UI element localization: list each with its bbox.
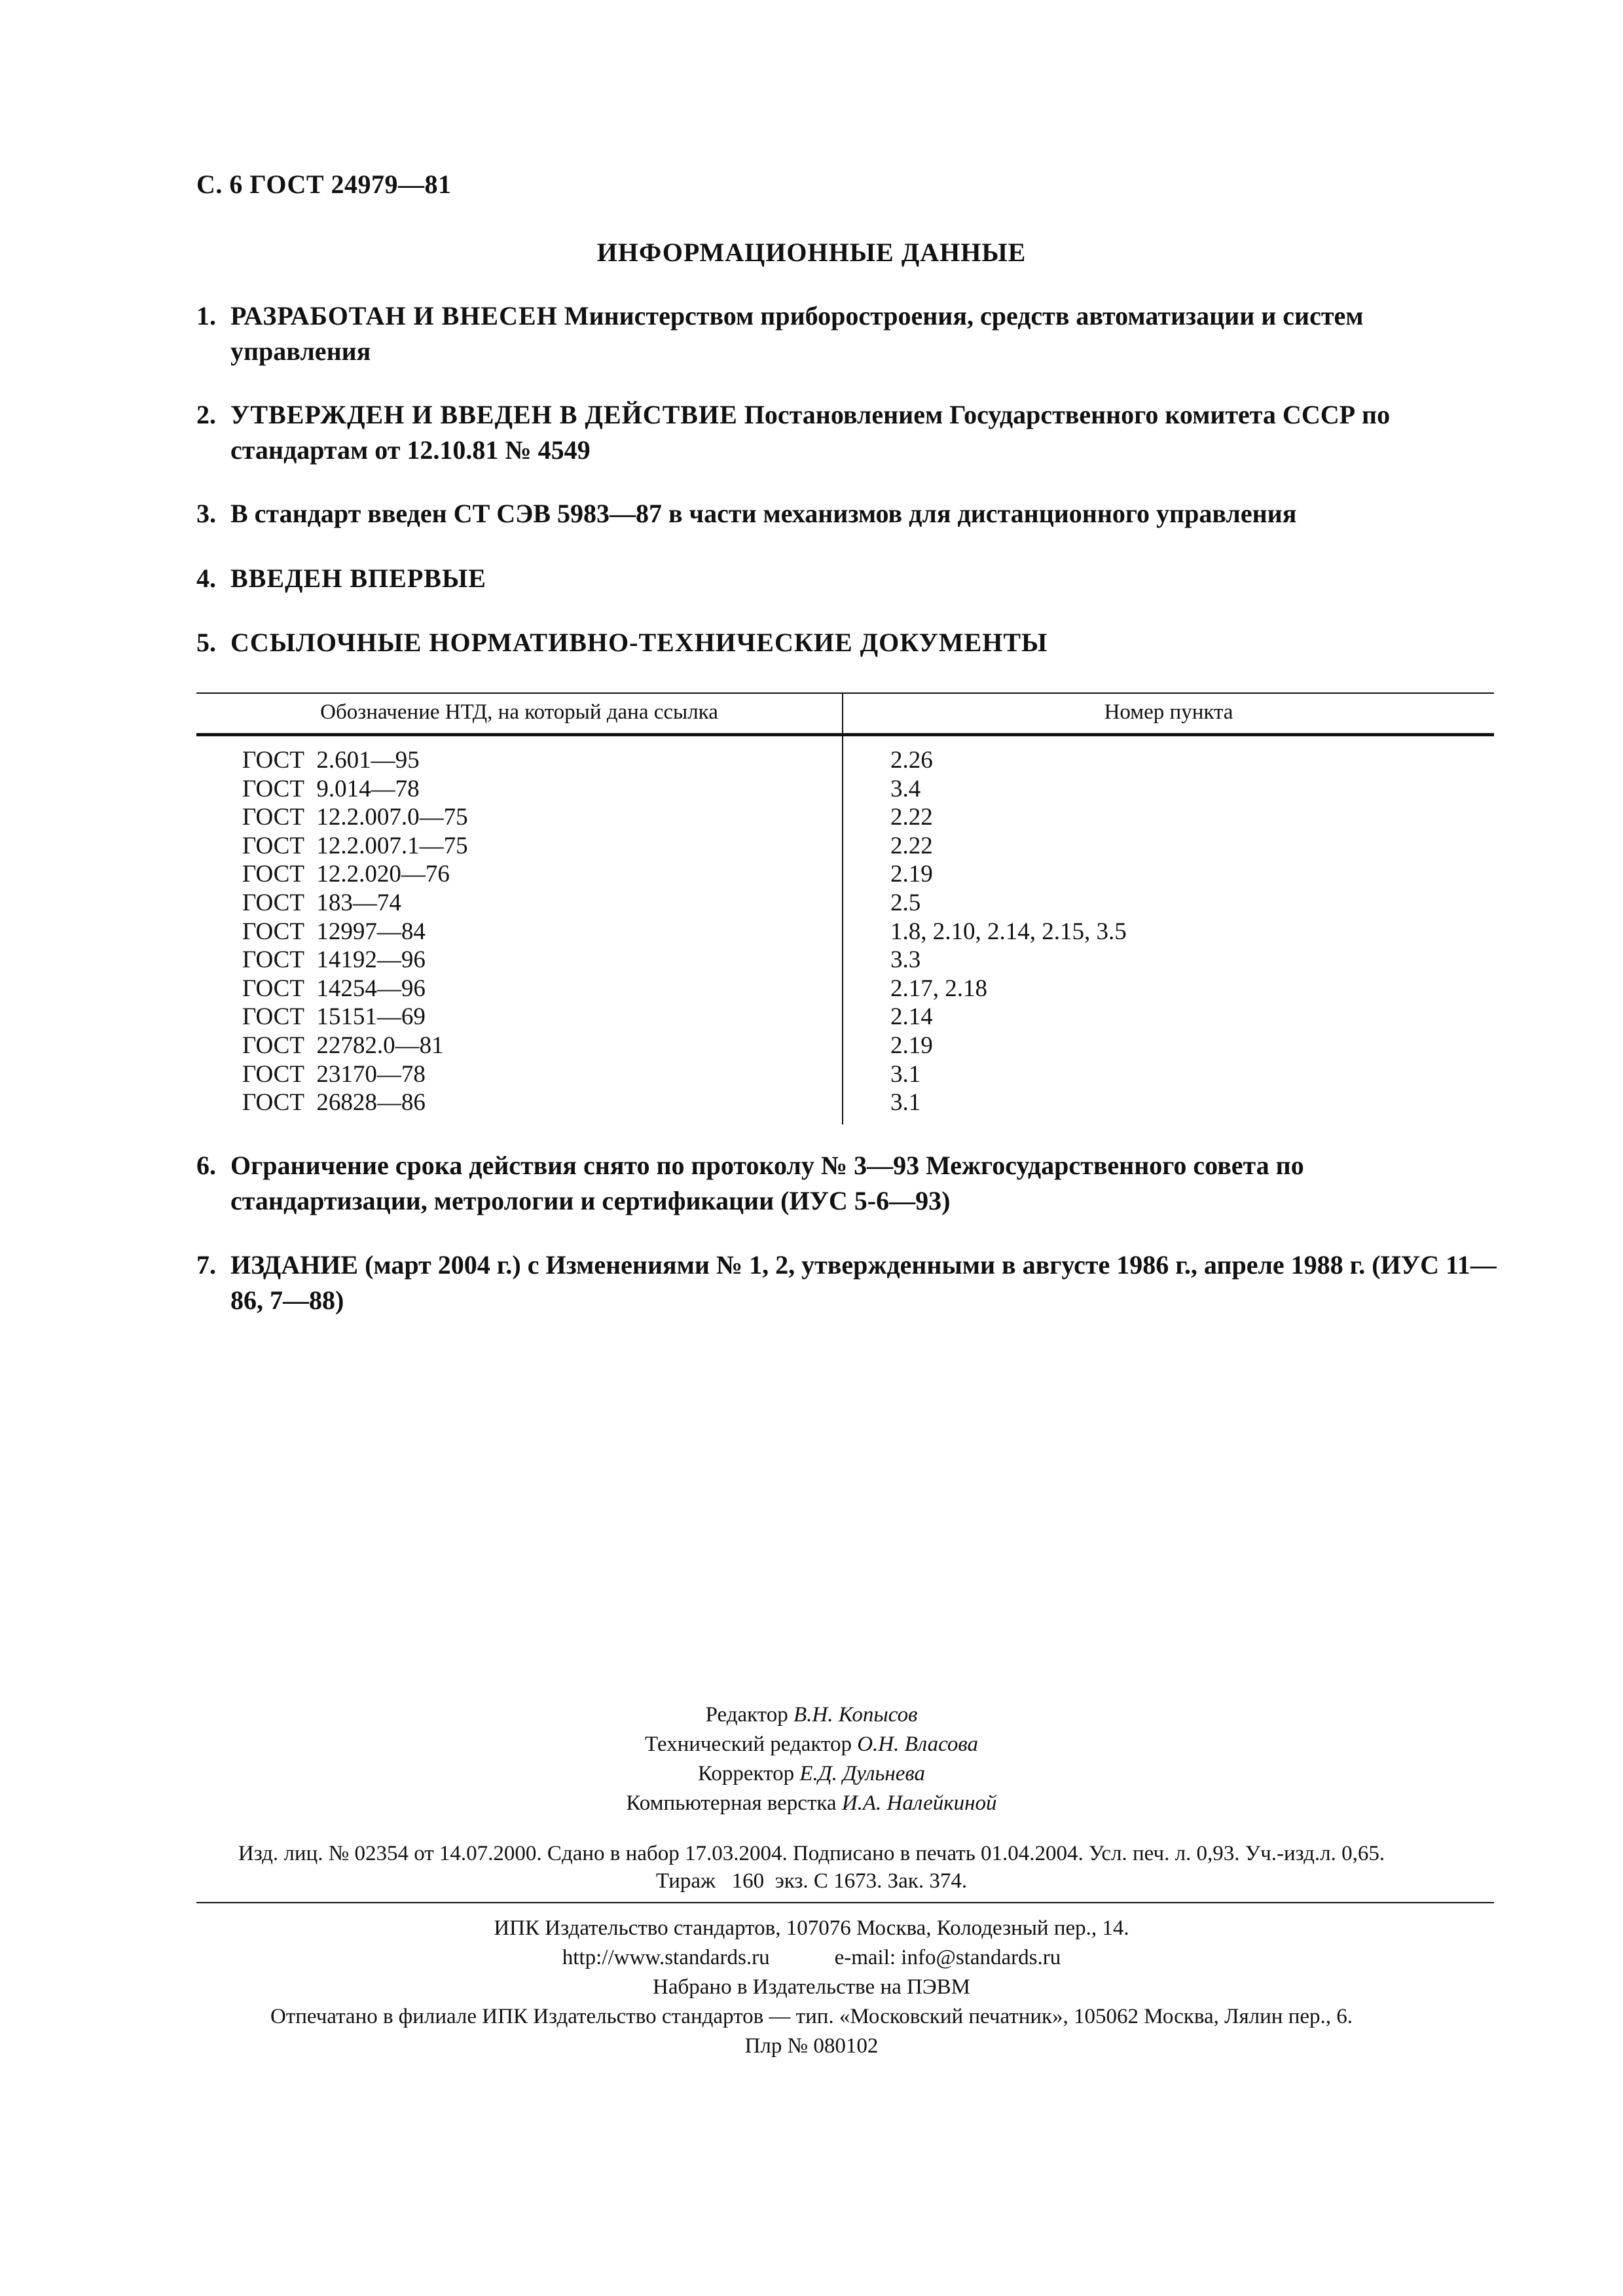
table-row — [196, 746, 1494, 775]
table-row — [196, 1088, 1494, 1117]
item-text: ИЗДАНИЕ (март 2004 г.) с Изменениями № 1, 2, утвержденными в августе 1986 г., апреле 1988 г. (ИУС 11—86, 7—88) — [230, 1250, 1497, 1315]
item-number: 6. — [196, 1151, 216, 1180]
item-number: 2. — [196, 400, 216, 429]
ntd-designation: ГОСТ 14254—96 — [242, 975, 426, 1002]
item-lead: ССЫЛОЧНЫЕ НОРМАТИВНО-ТЕХНИЧЕСКИЕ ДОКУМЕНТЫ — [230, 628, 1048, 657]
info-item-1 — [196, 298, 1506, 369]
table-row — [196, 946, 1494, 975]
ntd-designation: ГОСТ 26828—86 — [242, 1089, 426, 1117]
ntd-designation: ГОСТ 12997—84 — [242, 918, 426, 945]
staff-role: Технический редактор — [644, 1732, 858, 1756]
footer-rule — [196, 1902, 1494, 1903]
table-header-clause: Номер пункта — [1104, 700, 1233, 724]
publisher-line-5: Плр № 080102 — [744, 2034, 879, 2058]
clause-number: 2.22 — [890, 804, 933, 831]
table-row — [196, 1003, 1494, 1031]
staff-line-corrector — [0, 1759, 1623, 1789]
staff-name: И.А. Налейкиной — [841, 1791, 997, 1815]
staff-line-tech-editor — [0, 1730, 1623, 1759]
ntd-designation: ГОСТ 12.2.007.1—75 — [242, 832, 468, 859]
item-number: 3. — [196, 499, 216, 528]
publisher-line-4: Отпечатано в филиале ИПК Издательство стандартов — тип. «Московский печатник», 105062 Москва, Лялин пер., 6. — [270, 2005, 1353, 2028]
ntd-designation: ГОСТ 12.2.007.0—75 — [242, 804, 468, 831]
publisher-line-1: ИПК Издательство стандартов, 107076 Москва, Колодезный пер., 14. — [494, 1916, 1129, 1940]
staff-role: Редактор — [705, 1703, 793, 1727]
table-row — [196, 803, 1494, 832]
clause-number: 3.3 — [890, 946, 921, 974]
staff-line-layout — [0, 1789, 1623, 1818]
staff-role: Компьютерная верстка — [626, 1791, 842, 1815]
imprint-line-1: Изд. лиц. № 02354 от 14.07.2000. Сдано в набор 17.03.2004. Подписано в печать 01.04.2004. Усл. печ. л. 0,93. Уч.-изд.л. 0,65. — [238, 1842, 1385, 1865]
table-header-rule — [196, 733, 1494, 736]
item-number: 4. — [196, 564, 216, 593]
ntd-designation: ГОСТ 15151—69 — [242, 1003, 426, 1031]
staff-name: О.Н. Власова — [857, 1732, 979, 1756]
publisher-line-2: http://www.standards.ru e-mail: info@standards.ru — [562, 1946, 1061, 1969]
info-item-4 — [196, 561, 1506, 596]
staff-name: В.Н. Копысов — [793, 1703, 918, 1727]
clause-number: 2.19 — [890, 861, 933, 888]
ntd-designation: ГОСТ 9.014—78 — [242, 775, 420, 802]
info-item-7 — [196, 1247, 1506, 1318]
clause-number: 3.4 — [890, 775, 921, 802]
table-row — [196, 1060, 1494, 1089]
table-header-designation: Обозначение НТД, на который дана ссылка — [320, 700, 718, 724]
page-header: С. 6 ГОСТ 24979—81 — [196, 170, 452, 199]
item-lead: РАЗРАБОТАН И ВНЕСЕН — [230, 301, 558, 331]
info-item-2 — [196, 397, 1506, 468]
table-row — [196, 775, 1494, 804]
item-lead: ВВЕДЕН ВПЕРВЫЕ — [230, 564, 486, 593]
staff-role: Корректор — [697, 1762, 800, 1785]
clause-number: 2.26 — [890, 747, 933, 774]
item-text: Ограничение срока действия снято по протоколу № 3—93 Межгосударственного совета по стандартизации, метрологии и сертификации (ИУС 5-6—93) — [230, 1151, 1304, 1215]
ntd-designation: ГОСТ 2.601—95 — [242, 747, 420, 774]
clause-number: 3.1 — [890, 1060, 921, 1088]
item-text: Министерством приборостроения, средств автоматизации и систем управления — [230, 301, 1364, 366]
table-row — [196, 1031, 1494, 1060]
table-row — [196, 889, 1494, 918]
publisher-line-3: Набрано в Издательстве на ПЭВМ — [653, 1975, 970, 1999]
ntd-designation: ГОСТ 14192—96 — [242, 946, 426, 974]
table-row — [196, 918, 1494, 946]
table-top-rule — [196, 692, 1494, 694]
clause-number: 1.8, 2.10, 2.14, 2.15, 3.5 — [890, 918, 1127, 945]
table-row — [196, 832, 1494, 861]
staff-name: Е.Д. Дульнева — [799, 1762, 926, 1785]
staff-line-editor — [0, 1700, 1623, 1730]
info-item-5 — [196, 625, 1506, 660]
table-body — [196, 746, 1494, 1117]
document-title: ИНФОРМАЦИОННЫЕ ДАННЫЕ — [596, 238, 1027, 267]
clause-number: 2.5 — [890, 889, 921, 916]
info-item-3 — [196, 496, 1506, 531]
clause-number: 2.14 — [890, 1003, 933, 1031]
clause-number: 2.17, 2.18 — [890, 975, 987, 1002]
clause-number: 3.1 — [890, 1089, 921, 1117]
ntd-designation: ГОСТ 12.2.020—76 — [242, 861, 450, 888]
imprint-line-2: Тираж 160 экз. С 1673. Зак. 374. — [655, 1869, 968, 1893]
ntd-designation: ГОСТ 23170—78 — [242, 1060, 426, 1088]
item-lead: УТВЕРЖДЕН И ВВЕДЕН В ДЕЙСТВИЕ — [230, 400, 738, 429]
item-number: 5. — [196, 628, 216, 657]
ntd-designation: ГОСТ 183—74 — [242, 889, 401, 916]
clause-number: 2.19 — [890, 1031, 933, 1059]
ntd-designation: ГОСТ 22782.0—81 — [242, 1031, 444, 1059]
clause-number: 2.22 — [890, 832, 933, 859]
item-text: Постановлением Государственного комитета СССР по стандартам от 12.10.81 № 4549 — [230, 400, 1391, 465]
item-number: 7. — [196, 1250, 216, 1280]
item-text: В стандарт введен СТ СЭВ 5983—87 в части механизмов для дистанционного управления — [230, 499, 1297, 528]
table-row — [196, 975, 1494, 1003]
info-item-6 — [196, 1148, 1506, 1219]
table-row — [196, 860, 1494, 889]
item-number: 1. — [196, 301, 216, 331]
